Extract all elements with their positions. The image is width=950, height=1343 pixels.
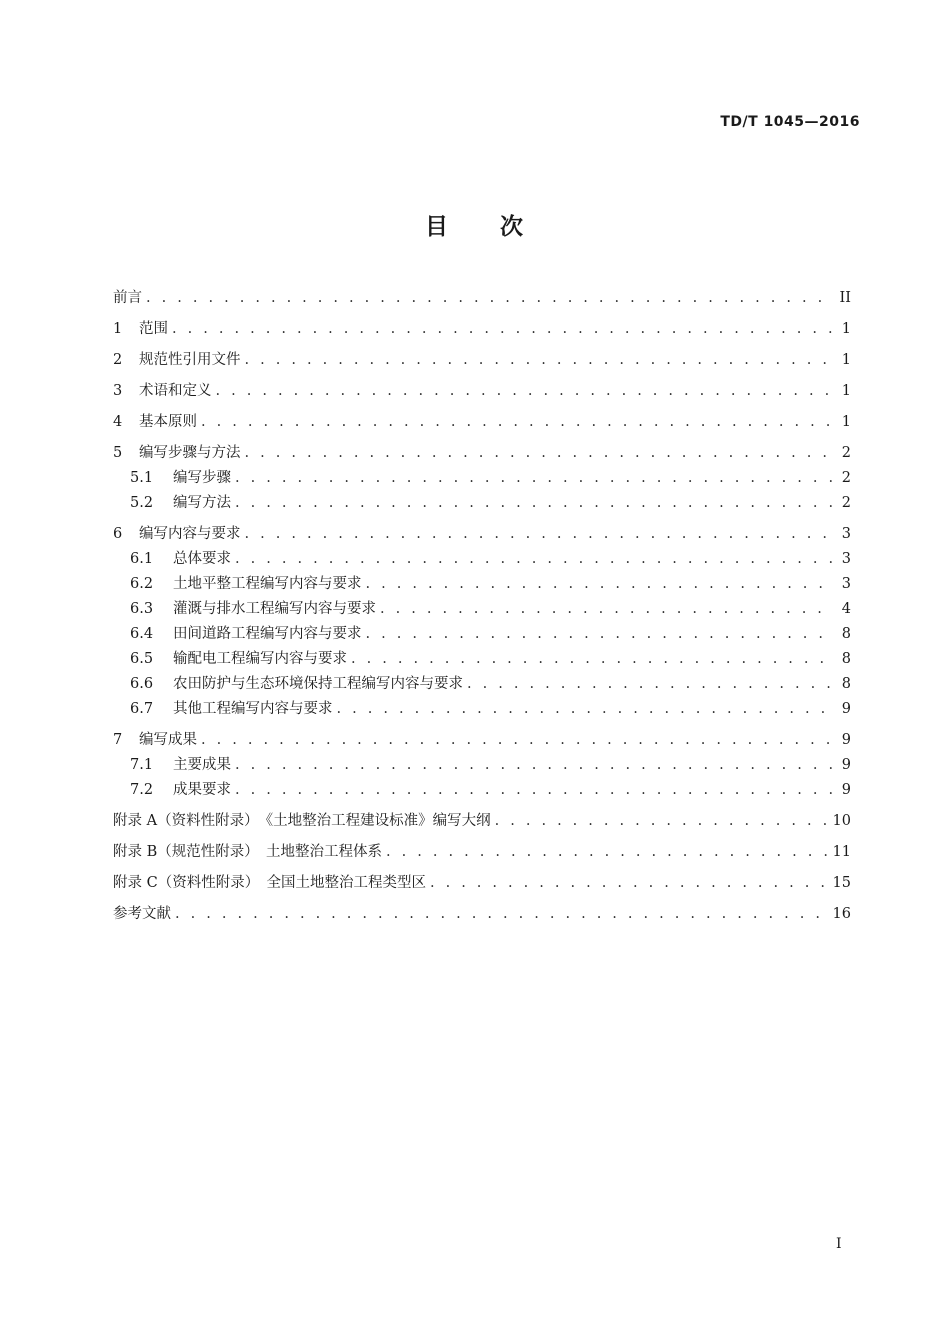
- page-number: I: [836, 1236, 842, 1252]
- toc-entry-label: 输配电工程编写内容与要求: [173, 651, 347, 667]
- toc-entry[interactable]: [113, 622, 851, 647]
- toc-dot-leader: [146, 286, 833, 311]
- toc-entry-page: 2: [841, 495, 851, 511]
- toc-entry-page: 1: [841, 321, 851, 337]
- toc-entry-label: 范围: [139, 321, 168, 337]
- toc-entry-label: 主要成果: [173, 757, 231, 773]
- toc-entry-label: 前言: [113, 290, 142, 306]
- toc-entry-label: 灌溉与排水工程编写内容与要求: [173, 601, 376, 617]
- toc-entry-label: 总体要求: [173, 551, 231, 567]
- toc-entry[interactable]: [113, 547, 851, 572]
- toc-entry[interactable]: [113, 522, 851, 547]
- toc-entry-label: 基本原则: [139, 414, 197, 430]
- toc-entry-number: 6.1: [130, 551, 154, 567]
- toc-dot-leader: [467, 672, 833, 697]
- toc-entry-number: 5: [113, 445, 123, 461]
- toc-entry-page: 15: [832, 875, 851, 891]
- toc-entry-page: 11: [832, 844, 851, 860]
- toc-entry[interactable]: [113, 809, 851, 834]
- toc-dot-leader: [235, 491, 833, 516]
- toc-title-part1: 目: [425, 214, 450, 240]
- toc-entry-page: 8: [841, 651, 851, 667]
- toc-dot-leader: [245, 348, 834, 373]
- toc-entry-page: 2: [841, 445, 851, 461]
- toc-dot-leader: [216, 379, 834, 404]
- toc-entry-page: 9: [841, 782, 851, 798]
- toc-entry[interactable]: [113, 728, 851, 753]
- toc-entry[interactable]: [113, 441, 851, 466]
- toc-entry-number: 7: [113, 732, 123, 748]
- toc-title: [0, 208, 950, 241]
- toc-entry-page: 9: [841, 757, 851, 773]
- toc-entry-label: 编写内容与要求: [139, 526, 241, 542]
- toc-entry[interactable]: [113, 647, 851, 672]
- toc-dot-leader: [175, 902, 829, 927]
- toc-entry-label: 编写方法: [173, 495, 231, 511]
- toc-entry-page: 4: [841, 601, 851, 617]
- toc-title-part2: 次: [500, 214, 525, 240]
- toc-entry[interactable]: [113, 572, 851, 597]
- toc-dot-leader: [366, 572, 834, 597]
- toc-dot-leader: [495, 809, 829, 834]
- toc-entry-page: 8: [841, 676, 851, 692]
- toc-entry-page: 1: [841, 383, 851, 399]
- toc-dot-leader: [386, 840, 829, 865]
- toc-entry-label: 其他工程编写内容与要求: [173, 701, 333, 717]
- toc-entry-page: 1: [841, 414, 851, 430]
- toc-entry-page: 8: [841, 626, 851, 642]
- toc-dot-leader: [366, 622, 834, 647]
- toc-entry[interactable]: [113, 317, 851, 342]
- toc-entry[interactable]: [113, 491, 851, 516]
- toc-dot-leader: [430, 871, 829, 896]
- toc-entry-page: 3: [841, 576, 851, 592]
- toc-entry-number: 6.7: [130, 701, 154, 717]
- toc-entry-number: 6.3: [130, 601, 154, 617]
- toc-entry-page: 1: [841, 352, 851, 368]
- toc-entry-page: 10: [832, 813, 851, 829]
- toc-entry[interactable]: [113, 672, 851, 697]
- table-of-contents: [113, 286, 851, 927]
- toc-entry-label: 编写步骤: [173, 470, 231, 486]
- toc-entry-page: 3: [841, 551, 851, 567]
- toc-entry-number: 6.6: [130, 676, 154, 692]
- toc-entry-label: 农田防护与生态环境保持工程编写内容与要求: [173, 676, 463, 692]
- standard-code: TD/T 1045—2016: [720, 114, 860, 130]
- toc-entry-number: 6.2: [130, 576, 154, 592]
- toc-entry[interactable]: [113, 778, 851, 803]
- toc-dot-leader: [351, 647, 833, 672]
- toc-entry-label: 术语和定义: [139, 383, 212, 399]
- toc-entry[interactable]: [113, 597, 851, 622]
- toc-entry-number: 6.5: [130, 651, 154, 667]
- toc-entry[interactable]: [113, 286, 851, 311]
- toc-entry-number: 6.4: [130, 626, 154, 642]
- toc-entry-page: 3: [841, 526, 851, 542]
- toc-entry[interactable]: [113, 840, 851, 865]
- toc-entry[interactable]: [113, 410, 851, 435]
- toc-entry-page: 16: [832, 906, 851, 922]
- toc-entry-label: 参考文献: [113, 906, 171, 922]
- toc-entry-label: 附录 A（资料性附录） 《土地整治工程建设标准》编写大纲: [113, 813, 491, 829]
- toc-dot-leader: [172, 317, 833, 342]
- toc-dot-leader: [235, 466, 833, 491]
- toc-entry-label: 编写步骤与方法: [139, 445, 241, 461]
- toc-dot-leader: [201, 728, 833, 753]
- toc-dot-leader: [235, 547, 833, 572]
- toc-entry-label: 附录 B（规范性附录） 土地整治工程体系: [113, 844, 383, 860]
- toc-dot-leader: [245, 441, 834, 466]
- toc-entry[interactable]: [113, 466, 851, 491]
- toc-dot-leader: [380, 597, 833, 622]
- toc-entry-label: 规范性引用文件: [139, 352, 241, 368]
- toc-entry-label: 土地平整工程编写内容与要求: [173, 576, 362, 592]
- toc-entry-number: 2: [113, 352, 123, 368]
- toc-entry-label: 附录 C（资料性附录） 全国土地整治工程类型区: [113, 875, 426, 891]
- toc-entry-number: 4: [113, 414, 123, 430]
- toc-entry-number: 5.1: [130, 470, 154, 486]
- toc-entry-label: 成果要求: [173, 782, 231, 798]
- toc-entry[interactable]: [113, 697, 851, 722]
- toc-entry[interactable]: [113, 753, 851, 778]
- toc-entry[interactable]: [113, 379, 851, 404]
- toc-entry[interactable]: [113, 348, 851, 373]
- toc-entry-number: 1: [113, 321, 123, 337]
- toc-entry-label: 田间道路工程编写内容与要求: [173, 626, 362, 642]
- toc-dot-leader: [245, 522, 834, 547]
- toc-entry-number: 5.2: [130, 495, 154, 511]
- toc-dot-leader: [201, 410, 833, 435]
- toc-entry-page: 9: [841, 701, 851, 717]
- toc-entry-page: 9: [841, 732, 851, 748]
- toc-entry-page: 2: [841, 470, 851, 486]
- toc-dot-leader: [337, 697, 834, 722]
- toc-entry-number: 7.1: [130, 757, 154, 773]
- toc-entry-number: 3: [113, 383, 123, 399]
- toc-entry-number: 7.2: [130, 782, 154, 798]
- toc-dot-leader: [235, 753, 833, 778]
- toc-entry[interactable]: [113, 871, 851, 896]
- toc-entry[interactable]: [113, 902, 851, 927]
- toc-entry-label: 编写成果: [139, 732, 197, 748]
- toc-entry-page: II: [839, 290, 851, 306]
- toc-entry-number: 6: [113, 526, 123, 542]
- toc-dot-leader: [235, 778, 833, 803]
